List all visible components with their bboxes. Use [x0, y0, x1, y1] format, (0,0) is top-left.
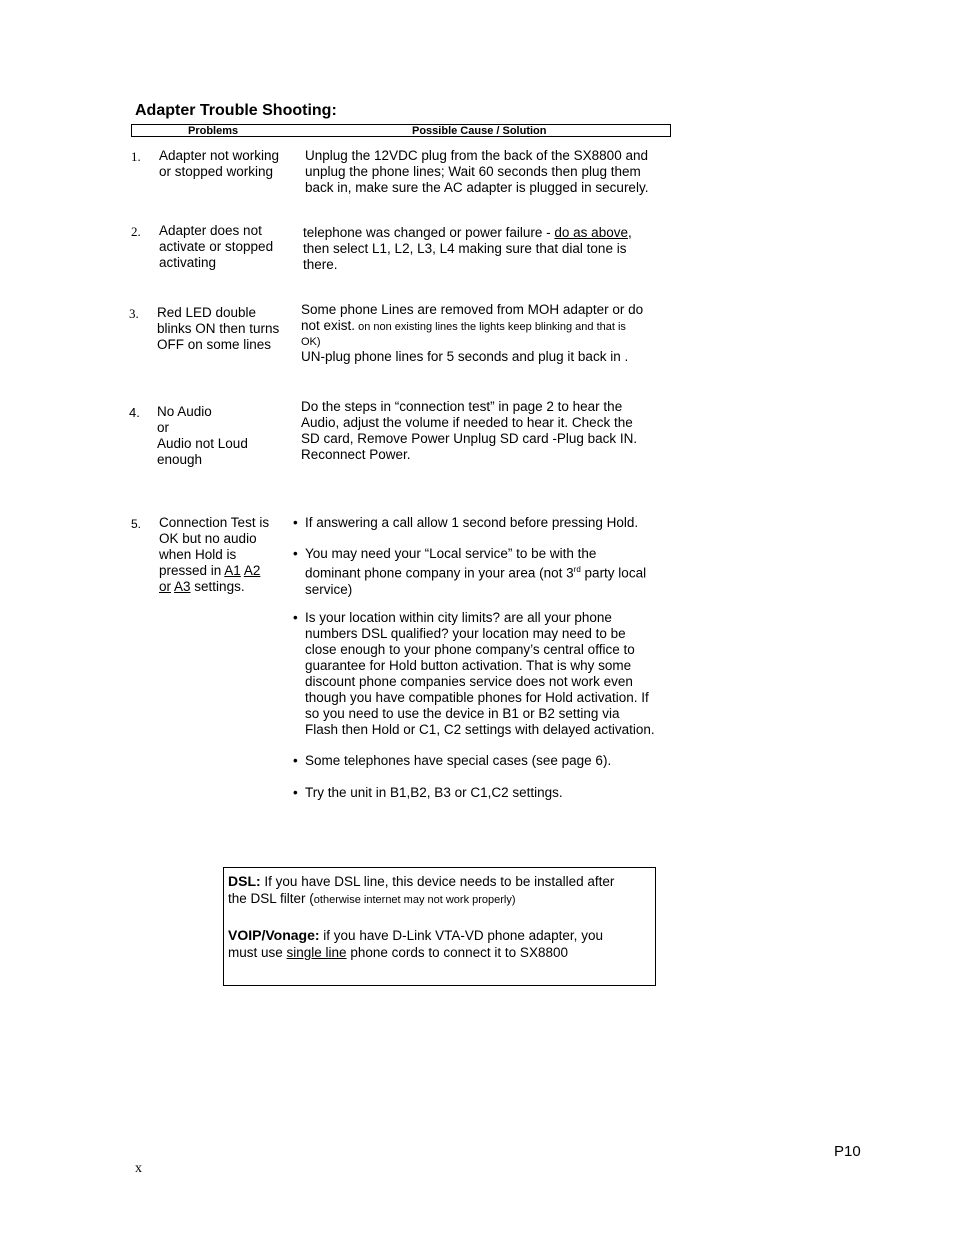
solution-text: Unplug the 12VDC plug from the back of the SX8800 and unplug the phone lines; Wait 60 seconds then plug them back in, make sure the AC adapter is plugged in securely.: [305, 148, 649, 195]
problem-text: Red LED double blinks ON then turns OFF on some lines: [157, 305, 280, 352]
do-as-above-link: do as above: [554, 225, 628, 240]
problem-text: Adapter does not activate or stopped activating: [159, 223, 274, 270]
setting-a1: A1: [224, 563, 241, 578]
bullet-icon: •: [293, 546, 298, 561]
setting-a3: A3: [174, 579, 191, 594]
problem-text: Adapter not working or stopped working: [159, 148, 280, 179]
bullet-icon: •: [293, 785, 298, 800]
header-problems: Problems: [188, 125, 239, 137]
row-number: 5.: [131, 517, 142, 531]
page-title: Adapter Trouble Shooting:: [135, 102, 337, 119]
single-line-text: single line: [286, 945, 347, 960]
dsl-note: DSL: If you have DSL line, this device needs to be installed after the DSL filter (otherwise internet may not work properly): [228, 873, 615, 906]
list-item: • You may need your “Local service” to be with the dominant phone company in your area (not 3rd party local service): [293, 546, 647, 597]
header-solution: Possible Cause / Solution: [412, 125, 547, 137]
footer-mark: x: [135, 1161, 142, 1176]
list-item: • Some telephones have special cases (see page 6).: [293, 753, 612, 768]
list-item: • Try the unit in B1,B2, B3 or C1,C2 settings.: [293, 785, 563, 800]
row-number: 1.: [131, 149, 141, 164]
row-number: 2.: [131, 224, 141, 239]
bullet-icon: •: [293, 515, 298, 530]
problem-text: Connection Test is OK but no audio when Hold is pressed in A1 A2 or A3 settings.: [159, 515, 270, 594]
solution-text: Some phone Lines are removed from MOH adapter or do not exist. on non existing lines the lights keep blinking and that is OK) UN-plug phone lines for 5 seconds and plug it back in .: [301, 302, 644, 364]
list-item: • Is your location within city limits? are all your phone numbers DSL qualified? your location may need to be close enough to your phone company’s central office to guarantee for Hold button activation. That is why some discount phone companies service does not work even though you have compatible phones for Hold activation. If so you need to use the device in B1 or B2 setting via Flash then Hold or C1, C2 settings with delayed activation.: [293, 610, 655, 737]
setting-a2: A2: [243, 563, 261, 578]
list-item: • If answering a call allow 1 second before pressing Hold.: [293, 515, 639, 530]
note-box: [223, 867, 656, 986]
page-number: P10: [834, 1143, 861, 1160]
bullet-icon: •: [293, 610, 298, 625]
row-number: 4.: [129, 405, 140, 420]
problem-text: No Audio or Audio not Loud enough: [157, 404, 248, 467]
voip-note: VOIP/Vonage: if you have D-Link VTA-VD phone adapter, you must use single line phone cords to connect it to SX8800: [228, 927, 603, 960]
solution-text: Do the steps in “connection test” in page 2 to hear the Audio, adjust the volume if needed to hear it. Check the SD card, Remove Power Unplug SD card -Plug back IN. Reconnect Power.: [301, 399, 638, 462]
bullet-icon: •: [293, 753, 298, 768]
solution-text: telephone was changed or power failure - do as above, then select L1, L2, L3, L4 making sure that dial tone is there.: [303, 225, 632, 272]
row-number: 3.: [129, 306, 139, 321]
table-header: [131, 124, 671, 137]
